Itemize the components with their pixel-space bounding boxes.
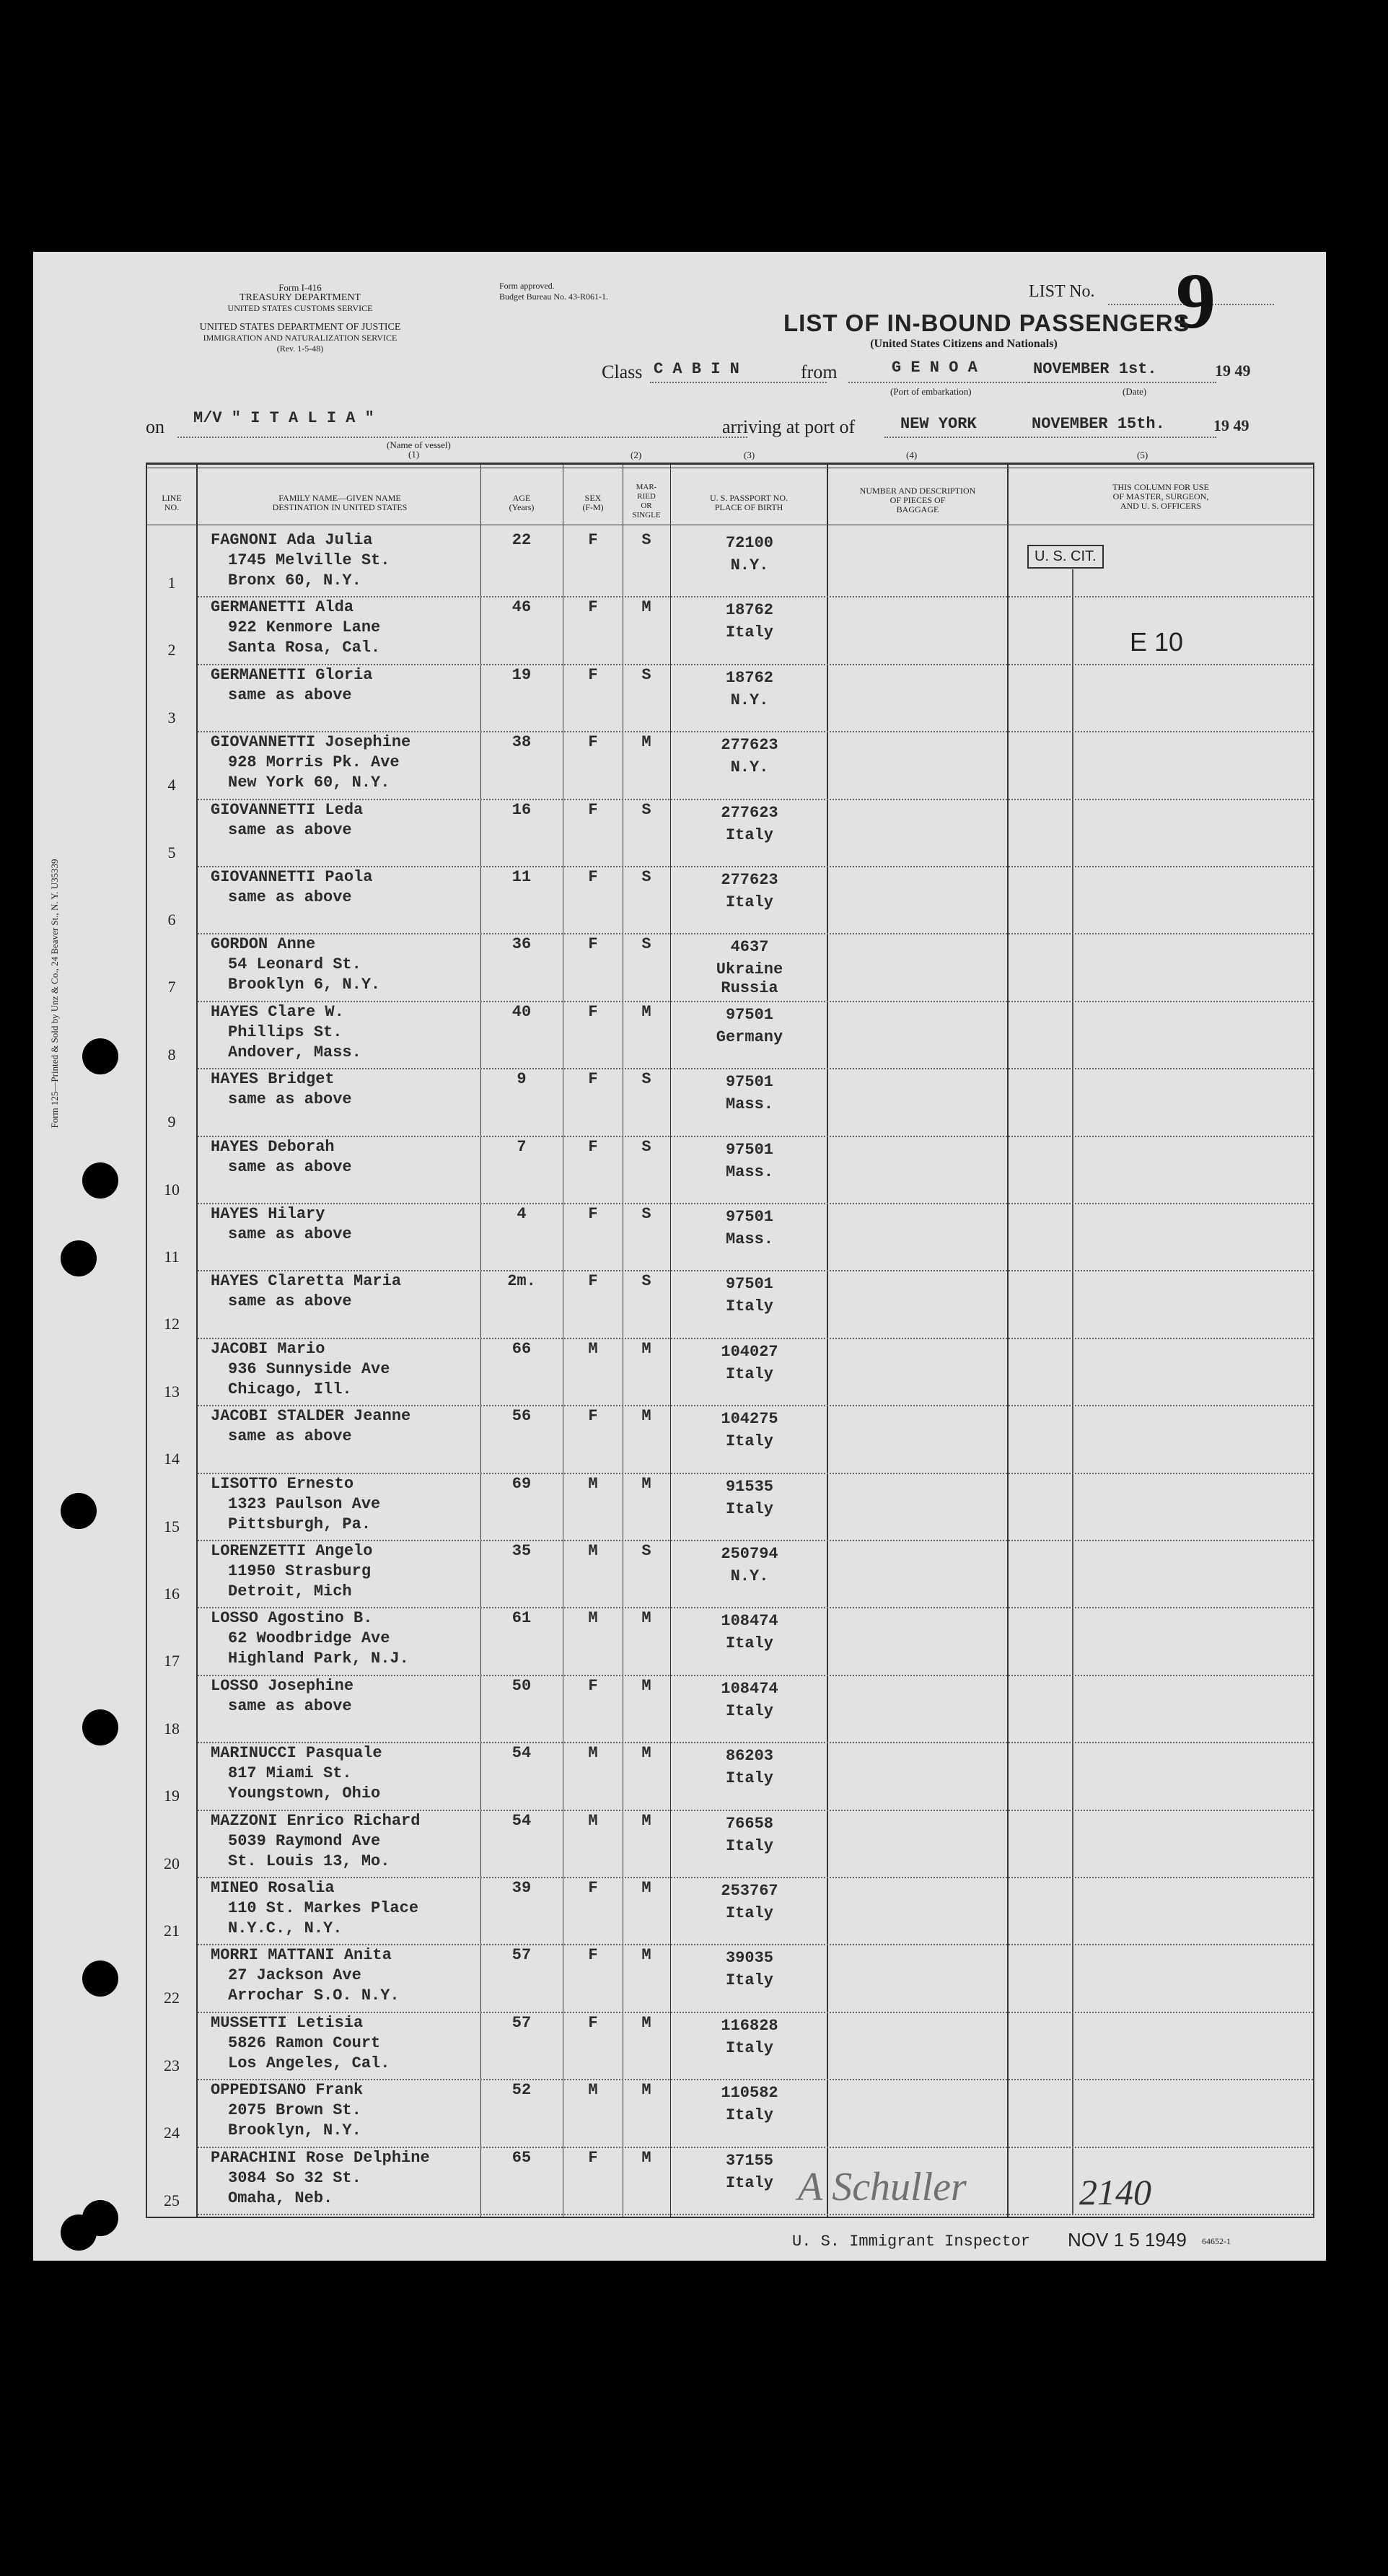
marital-status: M [641, 598, 651, 617]
marital-status: M [641, 2013, 651, 2032]
from-label: from [801, 362, 838, 382]
line-number: 2 [167, 641, 176, 660]
age: 66 [511, 1339, 532, 1358]
line-number: 24 [164, 2124, 180, 2142]
table-row [33, 1271, 1326, 1339]
place-of-birth: Italy [725, 2173, 773, 2192]
sex: F [588, 531, 598, 549]
sex: F [588, 1407, 598, 1426]
marital-status: S [641, 1272, 651, 1291]
place-of-birth: Mass. [725, 1162, 773, 1181]
age: 19 [511, 665, 532, 684]
sex: F [588, 1002, 598, 1021]
place-of-birth: N.Y. [730, 1567, 769, 1585]
list-number: 9 [1176, 257, 1216, 345]
marital-status: M [641, 733, 651, 752]
passport-number: 250794 [721, 1545, 778, 1563]
vessel-caption-no: (1) [408, 449, 420, 460]
marital-status: S [641, 1205, 651, 1223]
marital-status: M [641, 1002, 651, 1021]
age: 11 [511, 868, 532, 886]
address-line-2: Detroit, Mich [228, 1582, 352, 1600]
age: 69 [511, 1474, 532, 1493]
address-line-1: same as above [228, 685, 352, 704]
passenger-name: MORRI MATTANI Anita [211, 1946, 392, 1965]
address-line-1: same as above [228, 1292, 352, 1311]
passport-number: 76658 [725, 1814, 773, 1833]
age: 2m. [507, 1272, 536, 1291]
inspector-label: U. S. Immigrant Inspector [792, 2233, 1031, 2251]
age: 57 [511, 1946, 532, 1965]
address-line-2: Pittsburgh, Pa. [228, 1515, 372, 1533]
line-number: 17 [164, 1652, 180, 1670]
sex: M [588, 1542, 598, 1560]
passenger-name: MUSSETTI Letisia [211, 2013, 364, 2032]
table-row [33, 934, 1326, 1002]
age: 54 [511, 1811, 532, 1830]
us-citizen-stamp: U. S. CIT. [1027, 545, 1104, 569]
table-row [33, 1339, 1326, 1406]
department-treasury: TREASURY DEPARTMENT [239, 292, 361, 303]
passenger-manifest-page [33, 252, 1326, 2261]
address-line-2: Arrochar S.O. N.Y. [228, 1986, 400, 2005]
departure-year: 19 49 [1215, 362, 1251, 380]
address-line-1: 11950 Strasburg [228, 1562, 372, 1580]
arriving-label: arriving at port of [722, 416, 856, 437]
age: 57 [511, 2013, 532, 2032]
line-number: 3 [167, 708, 176, 727]
table-row [33, 1608, 1326, 1675]
passenger-name: MARINUCCI Pasquale [211, 1744, 382, 1763]
passenger-name: OPPEDISANO Frank [211, 2081, 364, 2100]
sex: M [588, 2081, 598, 2100]
punch-hole [82, 2261, 118, 2297]
passenger-name: LOSSO Josephine [211, 1676, 354, 1695]
sex: F [588, 1205, 598, 1223]
line-number: 7 [167, 978, 176, 996]
table-row [33, 2013, 1326, 2080]
age: 39 [511, 1879, 532, 1897]
col-header-passport: U. S. PASSPORT NO. PLACE OF BIRTH [710, 493, 788, 512]
address-line-1: same as above [228, 888, 352, 906]
address-line-1: 1323 Paulson Ave [228, 1494, 381, 1513]
age: 9 [517, 1070, 527, 1089]
line-number: 11 [164, 1248, 180, 1266]
address-line-2: Omaha, Neb. [228, 2189, 333, 2207]
passenger-name: LISOTTO Ernesto [211, 1474, 354, 1493]
marital-status: S [641, 1542, 651, 1560]
age: 16 [511, 800, 532, 819]
age: 35 [511, 1542, 532, 1560]
passport-number: 18762 [725, 601, 773, 620]
marital-status: M [641, 1879, 651, 1897]
col-header-name: FAMILY NAME—GIVEN NAME DESTINATION IN UNITED STATES [272, 493, 408, 512]
line-number: 23 [164, 2056, 180, 2075]
col-num-5: (5) [1137, 450, 1148, 460]
address-line-1: Phillips St. [228, 1022, 343, 1041]
vessel-caption: (Name of vessel) [387, 439, 451, 450]
address-line-1: 62 Woodbridge Ave [228, 1629, 390, 1648]
address-line-2: Santa Rosa, Cal. [228, 639, 381, 657]
place-of-birth: Italy [725, 2106, 773, 2125]
table-row [33, 1002, 1326, 1069]
address-line-2: Bronx 60, N.Y. [228, 571, 361, 590]
place-of-birth: Italy [725, 1297, 773, 1316]
sex: F [588, 1272, 598, 1291]
line-number: 5 [167, 843, 176, 862]
marital-status: M [641, 2148, 651, 2167]
sex: F [588, 800, 598, 819]
address-line-2: Highland Park, N.J. [228, 1650, 409, 1668]
marital-status: S [641, 531, 651, 549]
address-line-1: same as above [228, 1090, 352, 1109]
address-line-1: same as above [228, 1427, 352, 1446]
list-label: LIST No. [1029, 282, 1095, 301]
age: 22 [511, 531, 532, 549]
marital-status: S [641, 935, 651, 954]
place-of-birth: Italy [725, 2038, 773, 2057]
address-line-2: Brooklyn 6, N.Y. [228, 976, 381, 994]
passport-number: 4637 [730, 938, 769, 957]
passport-number: 277623 [721, 803, 778, 822]
col-header-line: LINE NO. [162, 493, 182, 512]
address-line-1: 936 Sunnyside Ave [228, 1359, 390, 1378]
line-number: 19 [164, 1787, 180, 1805]
place-of-birth: Italy [725, 825, 773, 844]
table-row [33, 1945, 1326, 2012]
sex: F [588, 1879, 598, 1897]
place-of-birth: N.Y. [730, 556, 769, 574]
line-number: 20 [164, 1854, 180, 1872]
sex: F [588, 665, 598, 684]
col-header-officers: THIS COLUMN FOR USE OF MASTER, SURGEON, AND U. S. OFFICERS [1112, 482, 1209, 511]
table-row [33, 1811, 1326, 1878]
age: 54 [511, 1744, 532, 1763]
passport-number: 253767 [721, 1882, 778, 1900]
marital-status: S [641, 1137, 651, 1156]
table-row [33, 597, 1326, 665]
marital-status: M [641, 2081, 651, 2100]
marital-status: M [641, 1811, 651, 1830]
class-label: Class [602, 362, 643, 382]
passport-number: 18762 [725, 668, 773, 687]
line-number: 9 [167, 1113, 176, 1131]
passenger-name: GORDON Anne [211, 935, 316, 954]
place-of-birth: Italy [725, 1769, 773, 1788]
arrival-date: NOVEMBER 15th. [1032, 415, 1165, 433]
passenger-name: FAGNONI Ada Julia [211, 531, 373, 549]
sex: F [588, 1946, 598, 1965]
place-of-birth: Italy [725, 1701, 773, 1720]
sex: F [588, 733, 598, 752]
passport-number: 277623 [721, 871, 778, 889]
col-header-sex: SEX (F-M) [582, 493, 604, 512]
place-of-birth: N.Y. [730, 758, 769, 777]
age: 65 [511, 2148, 532, 2167]
address-line-1: 5039 Raymond Ave [228, 1831, 381, 1850]
form-code: 64652-1 [1202, 2236, 1231, 2246]
address-line-1: 27 Jackson Ave [228, 1966, 361, 1985]
place-of-birth: Mass. [725, 1095, 773, 1114]
from-port: G E N O A [892, 359, 978, 377]
address-line-1: 54 Leonard St. [228, 955, 361, 974]
budget-bureau: Budget Bureau No. 43-R061-1. [499, 292, 608, 302]
address-line-1: 110 St. Markes Place [228, 1899, 419, 1917]
address-line-1: 817 Miami St. [228, 1764, 352, 1783]
col-header-baggage: NUMBER AND DESCRIPTION OF PIECES OF BAGGAGE [859, 486, 976, 514]
passenger-name: HAYES Bridget [211, 1070, 335, 1089]
table-row [33, 1474, 1326, 1541]
line-number: 16 [164, 1585, 180, 1603]
age: 38 [511, 733, 532, 752]
sex: M [588, 1474, 598, 1493]
port-embark-caption: (Port of embarkation) [890, 386, 972, 397]
sex: F [588, 2013, 598, 2032]
place-of-birth: Italy [725, 1904, 773, 1922]
line-number: 8 [167, 1045, 176, 1064]
table-row [33, 732, 1326, 799]
line-number: 14 [164, 1450, 180, 1468]
marital-status: M [641, 1474, 651, 1493]
sex: F [588, 598, 598, 617]
marital-status: M [641, 1744, 651, 1763]
age: 61 [511, 1609, 532, 1628]
marital-status: S [641, 800, 651, 819]
passenger-name: HAYES Hilary [211, 1205, 325, 1223]
address-line-2: Chicago, Ill. [228, 1380, 352, 1398]
passenger-name: GERMANETTI Gloria [211, 665, 373, 684]
address-line-2: Andover, Mass. [228, 1043, 361, 1061]
table-row [33, 1137, 1326, 1204]
table-row [33, 2080, 1326, 2147]
passenger-name: MINEO Rosalia [211, 1879, 335, 1897]
address-line-1: same as above [228, 1225, 352, 1243]
line-number: 15 [164, 1517, 180, 1535]
sex: M [588, 1609, 598, 1628]
arrival-year: 19 49 [1213, 416, 1249, 434]
table-row [33, 1541, 1326, 1608]
address-line-2: St. Louis 13, Mo. [228, 1852, 390, 1870]
place-of-birth: Italy [725, 623, 773, 642]
sex: M [588, 1744, 598, 1763]
place-of-birth: Italy [725, 1836, 773, 1855]
address-line-1: 5826 Ramon Court [228, 2033, 381, 2052]
passport-number: 86203 [725, 1747, 773, 1766]
passenger-name: GERMANETTI Alda [211, 598, 354, 617]
age: 36 [511, 935, 532, 954]
address-line-1: same as above [228, 820, 352, 839]
marital-status: M [641, 1407, 651, 1426]
passenger-name: HAYES Claretta Maria [211, 1272, 402, 1291]
address-line-1: 928 Morris Pk. Ave [228, 753, 400, 772]
passport-number: 104027 [721, 1342, 778, 1361]
place-of-birth: Italy [725, 1499, 773, 1518]
customs-service: UNITED STATES CUSTOMS SERVICE [227, 303, 373, 313]
place-of-birth: Italy [725, 1634, 773, 1653]
row-divider [198, 2214, 1313, 2215]
manifest-subtitle: (United States Citizens and Nationals) [870, 338, 1058, 350]
passport-number: 97501 [725, 1140, 773, 1159]
passport-number: 108474 [721, 1679, 778, 1698]
passport-number: 91535 [725, 1477, 773, 1496]
line-number: 1 [167, 574, 176, 592]
passenger-name: MAZZONI Enrico Richard [211, 1811, 421, 1830]
passport-number: 110582 [721, 2084, 778, 2103]
passenger-name: JACOBI STALDER Jeanne [211, 1407, 411, 1426]
passenger-name: HAYES Clare W. [211, 1002, 344, 1021]
sex: F [588, 1676, 598, 1695]
table-row [33, 867, 1326, 934]
place-of-birth: Germany [716, 1028, 783, 1046]
passport-number: 97501 [725, 1208, 773, 1226]
address-line-1: 3084 So 32 St. [228, 2168, 361, 2187]
inspection-date-stamp: NOV 1 5 1949 [1068, 2229, 1187, 2251]
sex: M [588, 1339, 598, 1358]
place-of-birth: Ukraine Russia [716, 960, 783, 998]
line-number: 25 [164, 2191, 180, 2209]
manifest-title: LIST OF IN-BOUND PASSENGERS [783, 310, 1190, 336]
address-line-2: Youngstown, Ohio [228, 1784, 381, 1803]
side-imprint: Form 125—Printed & Sold by Unz & Co., 24 Beaver St., N. Y. U35339 [49, 859, 60, 1129]
table-row [33, 800, 1326, 867]
line-number: 10 [164, 1180, 180, 1199]
line-number: 18 [164, 1719, 180, 1738]
passenger-name: JACOBI Mario [211, 1339, 325, 1358]
form-number: Form I-416 [278, 282, 322, 293]
passport-number: 277623 [721, 736, 778, 755]
address-line-1: same as above [228, 1157, 352, 1176]
table-row [33, 1676, 1326, 1743]
form-approved: Form approved. [499, 281, 555, 291]
place-of-birth: Italy [725, 1364, 773, 1383]
marital-status: S [641, 665, 651, 684]
sex: F [588, 2148, 598, 2167]
line-number: 13 [164, 1382, 180, 1401]
table-row [33, 1069, 1326, 1136]
passenger-name: PARACHINI Rose Delphine [211, 2148, 430, 2167]
place-of-birth: Italy [725, 1432, 773, 1451]
age: 40 [511, 1002, 532, 1021]
passport-number: 39035 [725, 1949, 773, 1968]
line-number: 12 [164, 1315, 180, 1333]
department-justice: UNITED STATES DEPARTMENT OF JUSTICE [199, 322, 401, 333]
date-caption: (Date) [1123, 386, 1147, 397]
marital-status: S [641, 1070, 651, 1089]
col-header-married: MAR- RIED OR SINGLE [632, 483, 661, 520]
table-row [33, 1878, 1326, 1945]
marital-status: M [641, 1339, 651, 1358]
marital-status: M [641, 1676, 651, 1695]
arrival-port: NEW YORK [900, 415, 977, 433]
passport-number: 97501 [725, 1005, 773, 1024]
col-num-3: (3) [744, 450, 755, 460]
sex: F [588, 935, 598, 954]
address-line-2: New York 60, N.Y. [228, 774, 390, 792]
table-row [33, 665, 1326, 732]
age: 7 [517, 1137, 527, 1156]
line-number: 6 [167, 911, 176, 929]
vessel-name: M/V " I T A L I A " [193, 409, 374, 427]
age: 50 [511, 1676, 532, 1695]
revision: (Rev. 1-5-48) [276, 343, 324, 354]
place-of-birth: Italy [725, 1971, 773, 1990]
col-header-age: AGE (Years) [509, 493, 535, 512]
sex: M [588, 1811, 598, 1830]
table-row [33, 1743, 1326, 1810]
sex: F [588, 1070, 598, 1089]
col-num-4: (4) [906, 450, 918, 460]
passenger-name: LORENZETTI Angelo [211, 1542, 373, 1560]
officer-note: E 10 [1130, 627, 1184, 657]
class-value: C A B I N [654, 360, 739, 378]
col-num-2: (2) [631, 450, 642, 460]
passport-number: 104275 [721, 1410, 778, 1429]
marital-status: M [641, 1609, 651, 1628]
address-line-1: same as above [228, 1696, 352, 1715]
table-row [33, 1204, 1326, 1271]
table-row [33, 530, 1326, 597]
passport-number: 116828 [721, 2016, 778, 2035]
age: 52 [511, 2081, 532, 2100]
sex: F [588, 1137, 598, 1156]
passport-number: 97501 [725, 1275, 773, 1294]
passenger-name: GIOVANNETTI Paola [211, 868, 373, 886]
passport-number: 72100 [725, 534, 773, 552]
address-line-2: Brooklyn, N.Y. [228, 2121, 361, 2140]
address-line-1: 2075 Brown St. [228, 2101, 361, 2120]
passport-number: 37155 [725, 2151, 773, 2170]
passenger-name: GIOVANNETTI Leda [211, 800, 364, 819]
address-line-2: N.Y.C., N.Y. [228, 1919, 343, 1937]
passport-number: 108474 [721, 1612, 778, 1631]
place-of-birth: Mass. [725, 1230, 773, 1248]
inspector-signature: A Schuller [798, 2165, 967, 2209]
on-label: on [146, 416, 164, 437]
passport-number: 97501 [725, 1073, 773, 1092]
address-line-1: 922 Kenmore Lane [228, 618, 381, 637]
sex: F [588, 868, 598, 886]
departure-date: NOVEMBER 1st. [1033, 360, 1157, 378]
age: 56 [511, 1407, 532, 1426]
arrival-time: 2140 [1079, 2172, 1151, 2212]
address-line-2: Los Angeles, Cal. [228, 2054, 390, 2072]
place-of-birth: Italy [725, 893, 773, 911]
passenger-name: HAYES Deborah [211, 1137, 335, 1156]
table-row [33, 1406, 1326, 1473]
immigration-service: IMMIGRATION AND NATURALIZATION SERVICE [203, 333, 397, 343]
marital-status: S [641, 868, 651, 886]
place-of-birth: N.Y. [730, 691, 769, 709]
line-number: 4 [167, 776, 176, 794]
line-number: 21 [164, 1922, 180, 1940]
passenger-name: LOSSO Agostino B. [211, 1609, 373, 1628]
passenger-name: GIOVANNETTI Josephine [211, 733, 411, 752]
age: 4 [517, 1205, 527, 1223]
line-number: 22 [164, 1989, 180, 2007]
marital-status: M [641, 1946, 651, 1965]
address-line-1: 1745 Melville St. [228, 551, 390, 569]
age: 46 [511, 598, 532, 617]
